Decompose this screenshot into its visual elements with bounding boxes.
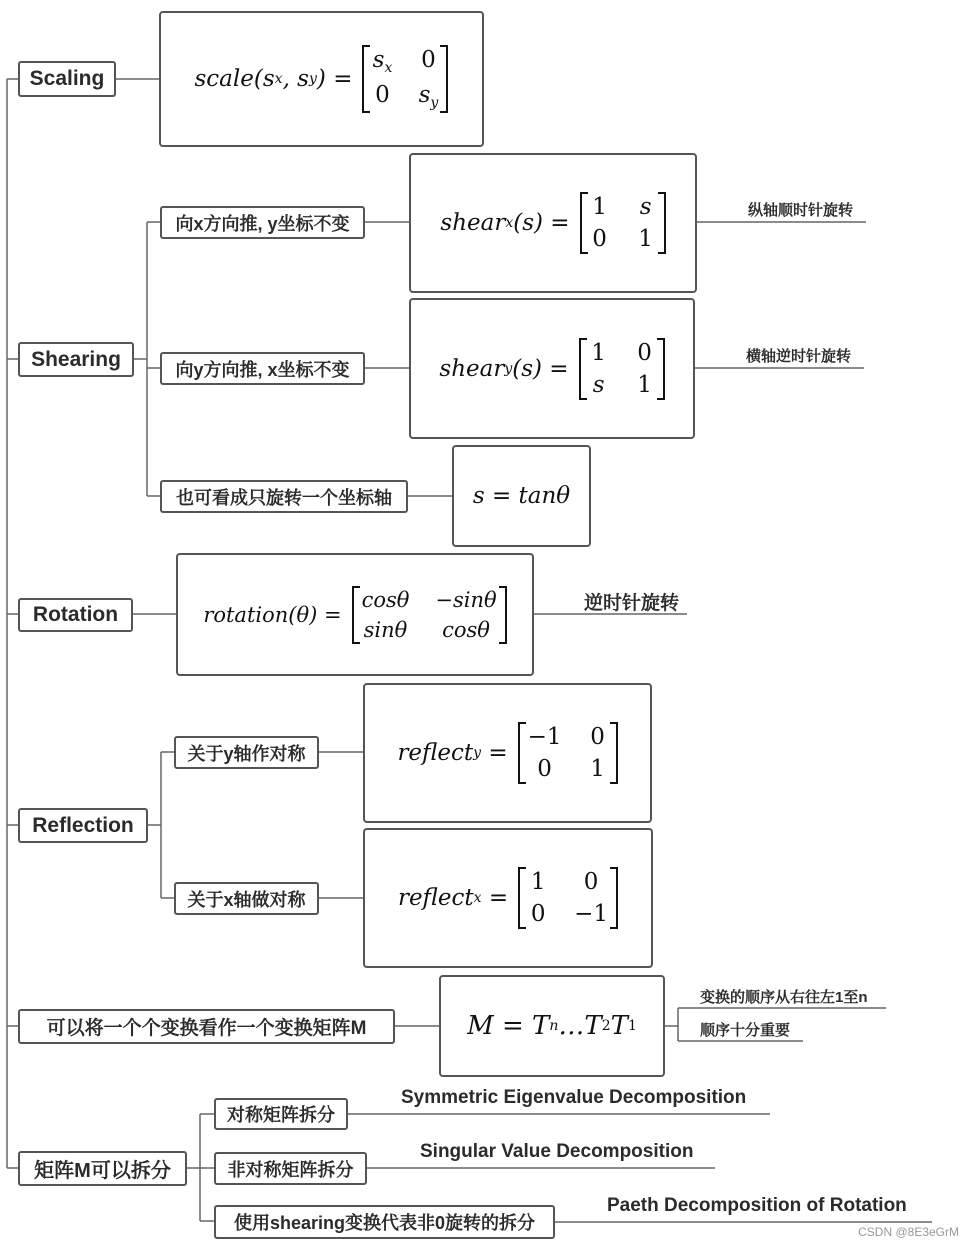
matrix (580, 192, 666, 254)
node-label: 矩阵M可以拆分 (34, 1160, 171, 1182)
node-reflection[interactable] (18, 808, 148, 843)
note-rotation: 逆时针旋转 (584, 593, 680, 614)
cell: 0 (637, 339, 652, 366)
sub: x (505, 215, 514, 231)
sub: x (274, 71, 283, 87)
cell: 0 (530, 901, 546, 927)
node-shearing[interactable] (18, 342, 134, 377)
note-svd: Singular Value Decomposition (420, 1141, 694, 1162)
cell: 1 (530, 869, 546, 895)
cell: 0 (592, 226, 607, 252)
matrix (518, 867, 618, 929)
cell: 1 (637, 371, 652, 398)
formula-part: M = T (467, 1011, 550, 1041)
arg: (s) = (513, 210, 570, 236)
node-label: Scaling (29, 67, 105, 90)
node-label: 向y方向推, x坐标不变 (175, 359, 350, 380)
sub: x (473, 890, 482, 906)
note-symmetric-eigen: Symmetric Eigenvalue Decomposition (401, 1087, 747, 1108)
formula-text: s = tanθ (472, 483, 571, 509)
eq: = (488, 740, 508, 766)
matrix (352, 586, 507, 644)
arg: (s) = (512, 355, 569, 382)
node-label: 非对称矩阵拆分 (227, 1159, 354, 1180)
sub: 2 (601, 1018, 611, 1034)
note-shear-x: 纵轴顺时针旋转 (748, 202, 854, 219)
node-rotation[interactable] (18, 598, 133, 632)
formula-reflect-x (363, 828, 653, 968)
matrix (518, 722, 618, 784)
sub: y (473, 745, 482, 761)
note-compose-important: 顺序十分重要 (700, 1022, 791, 1039)
cell: −1 (527, 724, 562, 750)
cell: $s_y$ (418, 82, 439, 111)
node-shear-rotate-axis[interactable] (160, 480, 408, 513)
matrix (579, 338, 665, 400)
node-shear-y[interactable] (160, 352, 365, 385)
formula-scale (159, 11, 484, 147)
fn: reflect (397, 885, 474, 911)
node-decompose-shearing[interactable] (214, 1205, 555, 1239)
formula-tan (452, 445, 591, 547)
cell: 0 (421, 47, 436, 73)
cell: 0 (537, 756, 552, 782)
node-label: 对称矩阵拆分 (227, 1105, 335, 1125)
cell: 0 (583, 869, 599, 895)
node-label: 可以将一个个变换看作一个变换矩阵M (46, 1018, 367, 1039)
node-shear-x[interactable] (160, 206, 365, 239)
note-paeth: Paeth Decomposition of Rotation (607, 1195, 907, 1216)
note-shear-y: 横轴逆时针旋转 (746, 348, 852, 365)
arg: , s (282, 66, 309, 92)
node-label: 关于y轴作对称 (187, 743, 306, 764)
cell: −1 (574, 901, 609, 927)
formula-part: …T (558, 1011, 602, 1041)
node-decompose-symmetric[interactable] (214, 1098, 348, 1130)
node-decompose-asymmetric[interactable] (214, 1152, 367, 1185)
cell: sinθ (363, 617, 408, 642)
node-label: Shearing (31, 347, 121, 371)
arg: (s (253, 66, 275, 92)
node-label: 关于x轴做对称 (187, 889, 306, 910)
node-label: 向x方向推, y坐标不变 (175, 213, 350, 234)
formula-part: T (610, 1011, 628, 1041)
cell: 0 (590, 724, 605, 750)
fn: shear (440, 210, 506, 236)
cell: s (639, 194, 652, 220)
node-reflect-x[interactable] (174, 882, 319, 915)
sub: n (549, 1018, 559, 1034)
note-compose-order: 变换的顺序从右往左1至n (700, 989, 868, 1006)
node-label: Reflection (32, 813, 134, 837)
formula-rotation (176, 553, 534, 676)
formula-shear-x (409, 153, 697, 293)
fn: scale (194, 66, 254, 92)
node-label: Rotation (32, 603, 119, 626)
node-label: 也可看成只旋转一个坐标轴 (176, 487, 392, 508)
watermark: CSDN @8E3eGrM (858, 1225, 959, 1239)
cell: 1 (592, 194, 607, 220)
cell: 0 (375, 82, 390, 108)
fn: shear (439, 355, 505, 382)
sub: 1 (628, 1018, 637, 1034)
formula-compose (439, 975, 665, 1077)
node-decompose[interactable] (18, 1151, 187, 1186)
sub: y (309, 71, 317, 87)
formula-shear-y (409, 298, 695, 439)
fn: reflect (397, 740, 474, 766)
node-label: 使用shearing变换代表非0旋转的拆分 (233, 1213, 536, 1233)
cell: cosθ (442, 617, 490, 642)
matrix (362, 45, 448, 113)
formula-reflect-y (363, 683, 652, 823)
cell: cosθ (361, 587, 410, 612)
cell: s (592, 371, 605, 398)
cell: 1 (590, 756, 605, 782)
cell: 1 (591, 339, 606, 366)
cell: 1 (638, 226, 653, 252)
eq: = (488, 885, 509, 911)
node-scaling[interactable] (18, 61, 116, 97)
arg: ) = (316, 66, 353, 92)
node-compose[interactable] (18, 1009, 395, 1044)
cell: −sinθ (435, 587, 497, 612)
cell: $s_x$ (372, 47, 393, 76)
sub: y (504, 360, 513, 377)
fn: rotation(θ) = (203, 602, 342, 627)
node-reflect-y[interactable] (174, 736, 319, 769)
